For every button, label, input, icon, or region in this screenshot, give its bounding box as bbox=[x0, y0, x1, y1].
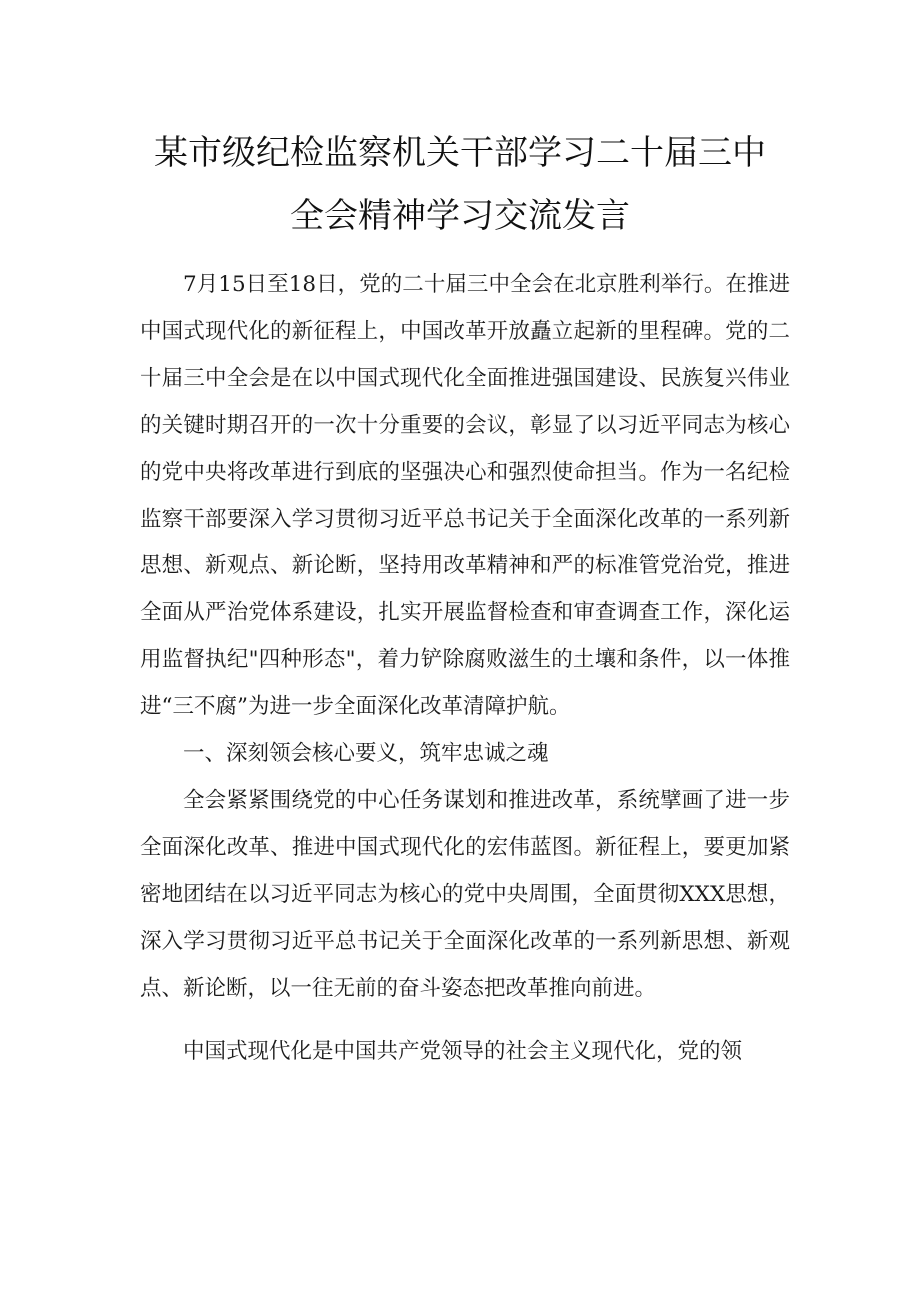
paragraph-section-1: 全会紧紧围绕党的中心任务谋划和推进改革，系统擘画了进一步全面深化改革、推进中国式现代化的宏伟蓝图。新征程上，要更加紧密地团结在以习近平同志为核心的党中央周围，全面贯彻XXX思想，深入学习贯彻习近平总书记关于全面深化改革的一系列新思想、新观点、新论断，以一往无前的奋斗姿态把改革推向前进。 bbox=[140, 787, 790, 1001]
document-body bbox=[140, 262, 790, 1075]
document-title-line-1: 某市级纪检监察机关干部学习二十届三中 bbox=[154, 133, 766, 173]
document-title-line-2: 全会精神学习交流发言 bbox=[290, 196, 630, 236]
paragraph-intro: 7月15日至18日，党的二十届三中全会在北京胜利举行。在推进中国式现代化的新征程上，中国改革开放矗立起新的里程碑。党的二十届三中全会是在以中国式现代化全面推进强国建设、民族复兴伟业的关键时期召开的一次十分重要的会议，彰显了以习近平同志为核心的党中央将改革进行到底的坚强决心和强烈使命担当。作为一名纪检监察干部要深入学习贯彻习近平总书记关于全面深化改革的一系列新思想、新观点、新论断，坚持用改革精神和严的标准管党治党，推进全面从严治党体系建设，扎实开展监督检查和审查调查工作，深化运用监督执纪"四种形态"，着力铲除腐败滋生的土壤和条件，以一体推进“三不腐”为进一步全面深化改革清障护航。 bbox=[140, 272, 790, 720]
paragraph-continued: 中国式现代化是中国共产党领导的社会主义现代化，党的领 bbox=[183, 1038, 743, 1064]
section-heading-1: 一、深刻领会核心要义，筑牢忠诚之魂 bbox=[183, 741, 549, 767]
